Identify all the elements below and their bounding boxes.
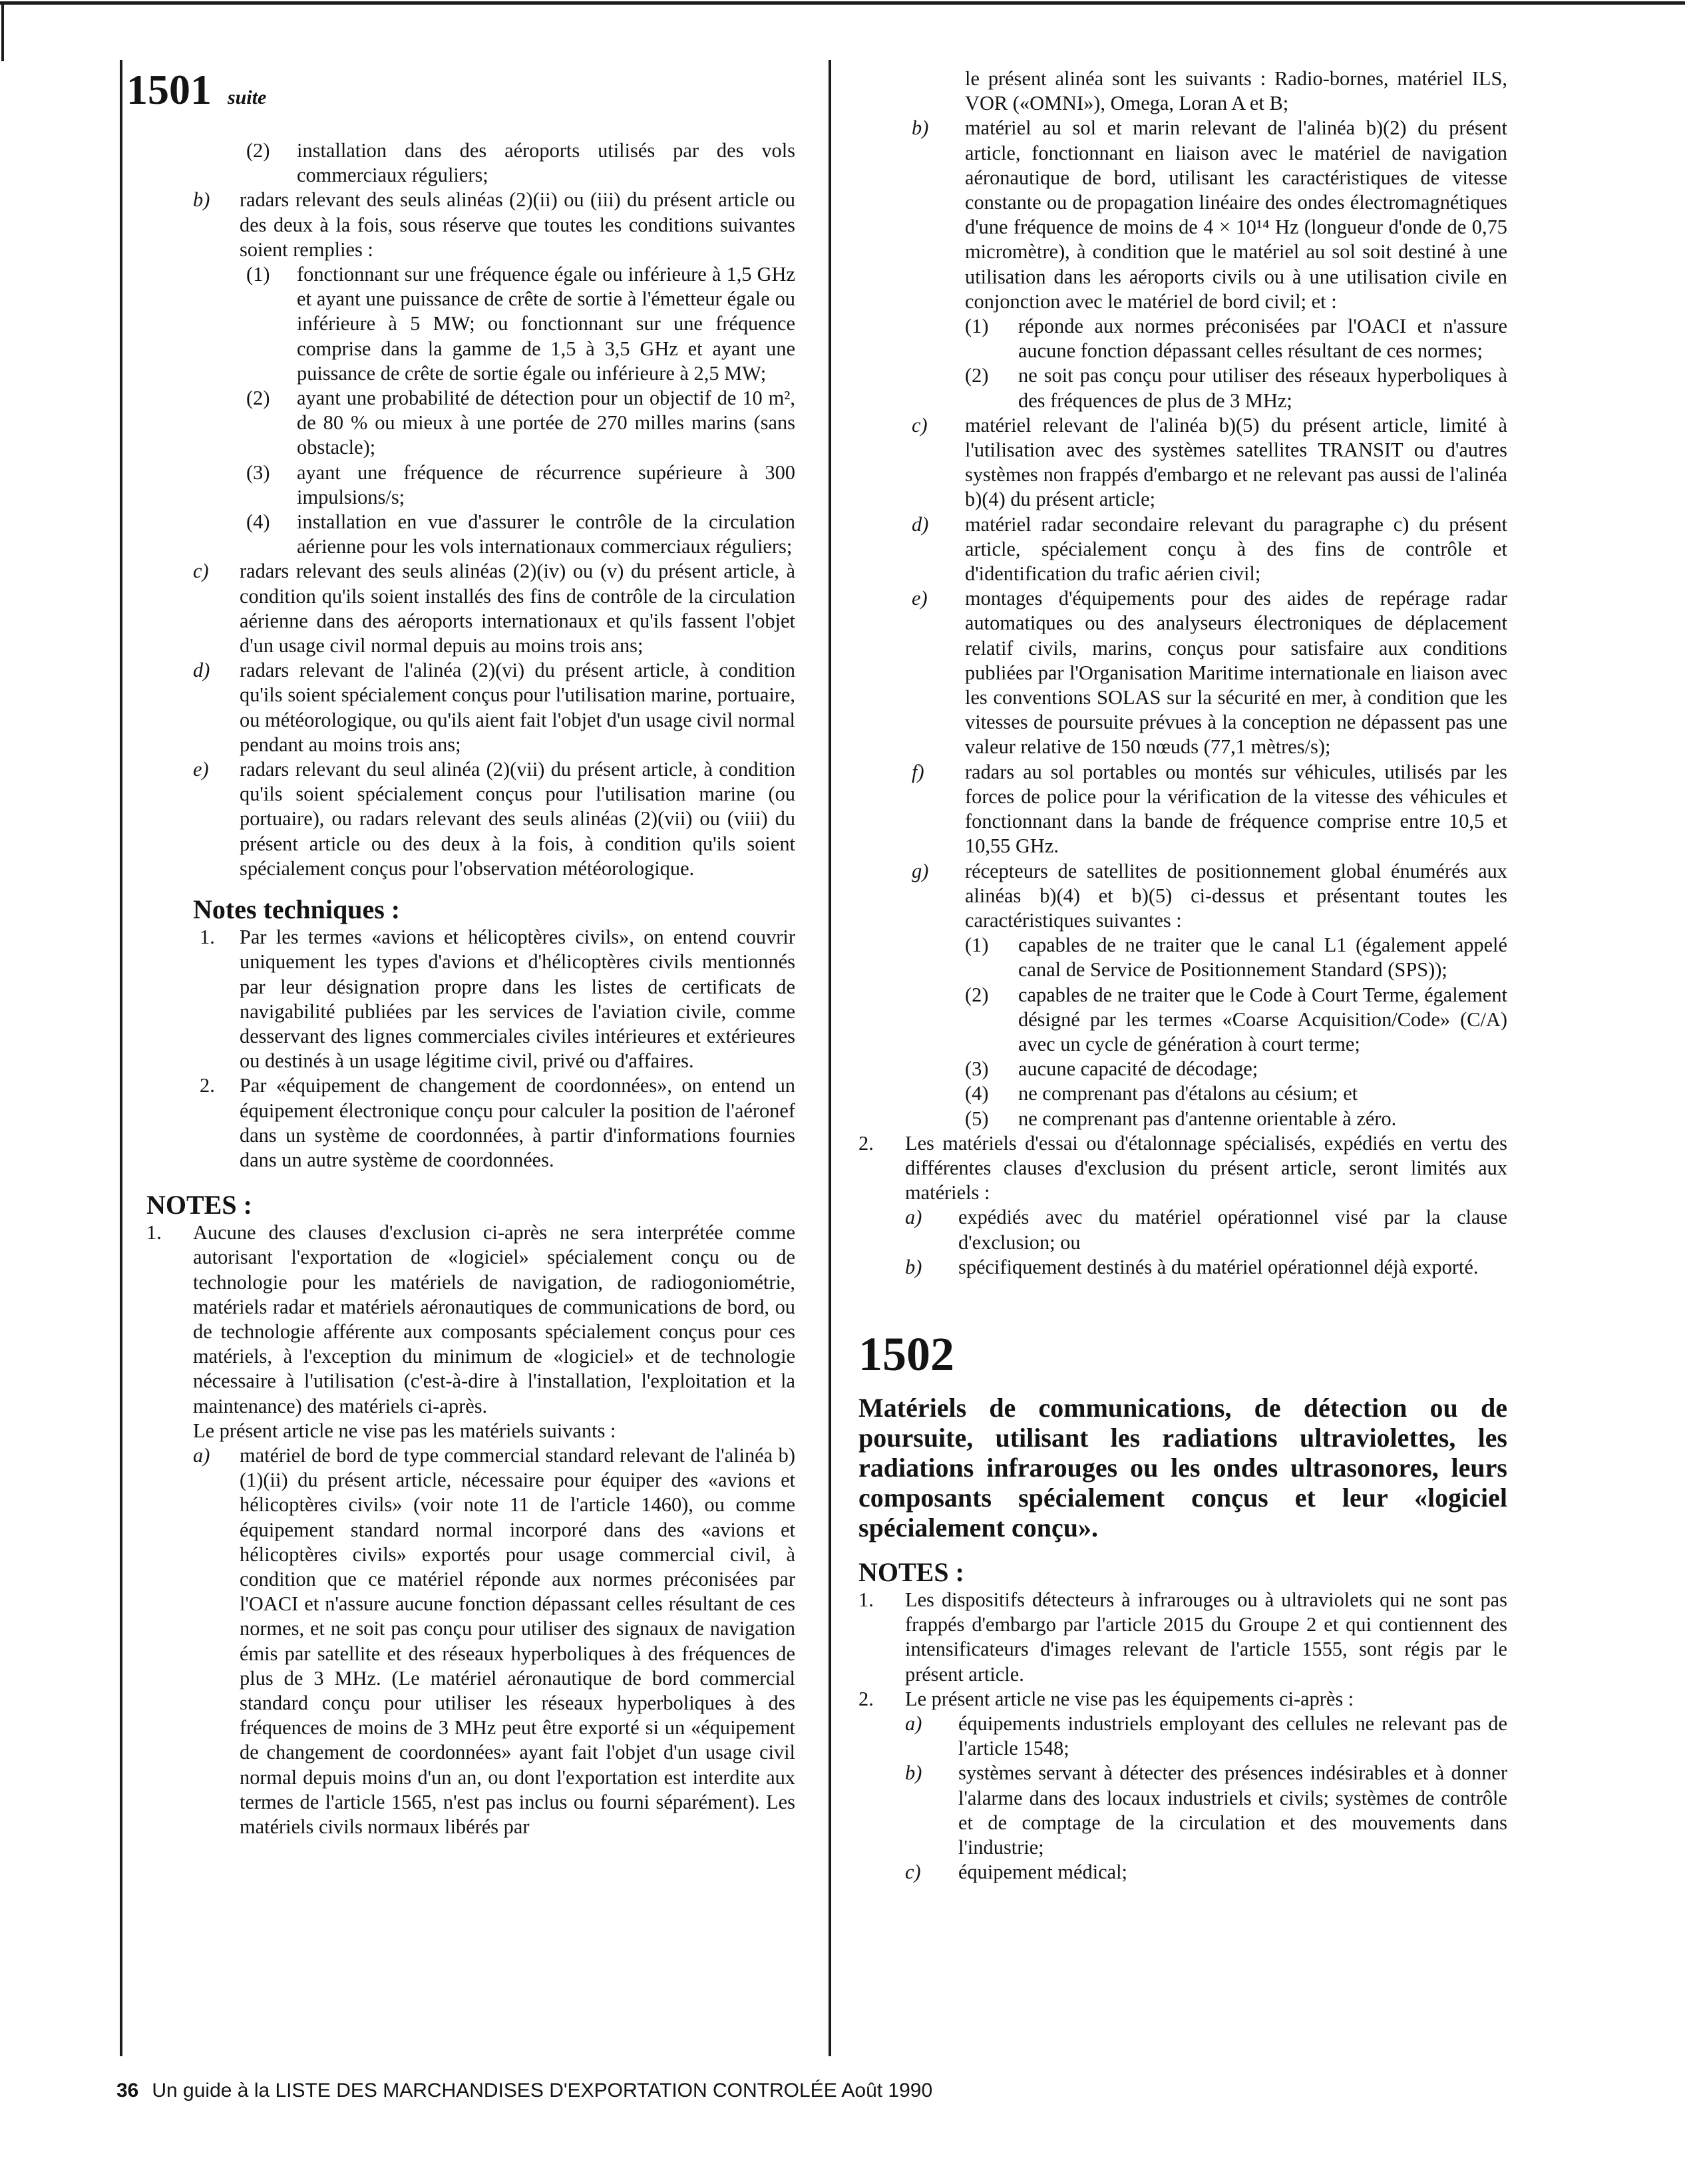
list-item: b) radars relevant des seuls alinéas (2)(ii) ou (iii) du présent article ou des deux à la fois, sous réserve que toutes les conditions suivantes soient remplies : — [193, 188, 795, 261]
list-item: 1. Les dispositifs détecteurs à infrarouges ou à ultraviolets qui ne sont pas frappés d'embargo par l'article 2015 du Groupe 2 et qui contiennent des intensificateurs d'images relevant de l'article 1555, sont régis par le présent article. — [858, 1588, 1507, 1686]
page-footer — [116, 2079, 932, 2103]
left-column — [146, 138, 795, 1839]
list-item: f) radars au sol portables ou montés sur véhicules, utilisés par les forces de police pour la vérification de la vitesse des véhicules et fonctionnant dans la bande de fréquence comprise entre 10,5 et 10,55 GHz. — [912, 760, 1507, 858]
list-item: 2. Par «équipement de changement de coordonnées», on entend un équipement électronique conçu pour calculer la position de l'aéronef dans un système de coordonnées, à partir d'informations fournies dans un autre système de coordonnées. — [200, 1074, 795, 1171]
list-item: a) matériel de bord de type commercial standard relevant de l'alinéa b)(1)(ii) du présent article, nécessaire pour équiper des «avions et hélicoptères civils» (voir note 11 de l'article 1460), ou comme équipement standard normal incorporé dans des «avions et hélicoptères civils» exportés pour usage commercial civil, à condition que ce matériel réponde aux normes préconisées par l'OACI et n'assure aucune fonction dépassant celles résultant de ces normes, et ne soit pas conçu pour utiliser des signaux de navigation émis par satellite et des réseaux hyperboliques à des fréquences de plus de 3 MHz. (Le matériel aéronautique de bord commercial standard conçu pour utiliser les réseaux hyperboliques à des fréquences de moins de 3 MHz peut être exporté si un «équipement de changement de coordonnées» ayant fait l'objet d'un usage civil normal depuis moins d'un an, ou dont l'exportation est interdite aux termes de l'article 1565, n'est pas inclus ou fourni séparément). Les matériels civils normaux libérés par — [193, 1443, 795, 1838]
list-item: (3) aucune capacité de décodage; — [965, 1057, 1258, 1081]
list-item: (2) capables de ne traiter que le Code à Court Terme, également désigné par les termes «Coarse Acquisition/Code» (C/A) avec un cycle de génération à court terme; — [965, 983, 1507, 1055]
page-number: 36 — [116, 2080, 139, 2101]
list-item: a) expédiés avec du matériel opérationnel visé par la clause d'exclusion; ou — [905, 1206, 1507, 1254]
list-item: (1) réponde aux normes préconisées par l'OACI et n'assure aucune fonction dépassant celles résultant de ces normes; — [965, 315, 1507, 363]
list-item: e) radars relevant du seul alinéa (2)(vii) du présent article, à condition qu'ils soient spécialement conçus pour l'utilisation marine (ou portuaire), ou radars relevant des seuls alinéas (2)(vii) ou (viii) du présent article ou des deux à la fois, à condition qu'ils soient spécialement conçus pour l'observation météorologique. — [193, 758, 795, 880]
list-item: (3) ayant une fréquence de récurrence supérieure à 300 impulsions/s; — [246, 460, 795, 508]
list-item: b) systèmes servant à détecter des présences indésirables et à donner l'alarme dans des locaux industriels et civils; systèmes de contrôle et de comptage de la circulation et des mouvements dans l'industrie; — [905, 1761, 1507, 1859]
list-item: (4) ne comprenant pas d'étalons au césium; et — [965, 1082, 1358, 1105]
column-divider-rule — [829, 60, 831, 2056]
list-item: 2. Le présent article ne vise pas les équipements ci-après : — [858, 1687, 1354, 1710]
left-margin-rule — [120, 60, 122, 2056]
section-number-1502: 1502 — [858, 1327, 954, 1381]
list-item: (4) installation en vue d'assurer le contrôle de la circulation aérienne pour les vols internationaux commerciaux réguliers; — [246, 510, 795, 558]
notes-heading: NOTES : — [146, 1190, 252, 1220]
list-item: (1) fonctionnant sur une fréquence égale ou inférieure à 1,5 GHz et ayant une puissance de crête de sortie à l'émetteur égale ou inférieure à 5 MW; ou fonctionnant sur une fréquence comprise dans la gamme de 1,5 à 3,5 GHz et ayant une puissance de crête de sortie égale ou inférieure à 2,5 MW; — [246, 263, 795, 385]
list-item: 1. Aucune des clauses d'exclusion ci-après ne sera interprétée comme autorisant l'exportation de «logiciel» spécialement conçu ou de technologie pour les matériels de navigation, de radiogoniométrie, matériels radar et matériels aéronautiques de communications de bord, ou de technologie afférente aux composants spécialement conçus pour ces matériels, à l'exception du minimum de «logiciel» et de technologie nécessaire à l'utilisation (c'est-à-dire à l'installation, l'exploitation et la maintenance) des matériels ci-après. — [146, 1221, 795, 1417]
section-heading-1501 — [126, 67, 266, 121]
list-item: 2. Les matériels d'essai ou d'étalonnage spécialisés, expédiés en vertu des différentes clauses d'exclusion du présent article, seront limités aux matériels : — [858, 1131, 1507, 1204]
paragraph: le présent alinéa sont les suivants : Radio-bornes, matériel ILS, VOR («OMNI»), Omega, Loran A et B; — [965, 67, 1507, 115]
top-border-rule — [0, 1, 1685, 5]
list-item: b) matériel au sol et marin relevant de l'alinéa b)(2) du présent article, fonctionnant en liaison avec le matériel de navigation aéronautique de bord, utilisant les caractéristiques de vitesse constante ou de propagation linéaire des ondes électromagnétiques d'une fréquence de moins de 4 × 10¹⁴ Hz (longueur d'onde de 0,75 micromètre), à condition que le matériel au sol soit destiné à une utilisation dans les aéroports civils ou à une utilisation civile en conjonction avec le matériel de bord civil; et : — [912, 116, 1507, 313]
paragraph: Le présent article ne vise pas les matériels suivants : — [193, 1419, 616, 1442]
list-item: b) spécifiquement destinés à du matériel opérationnel déjà exporté. — [905, 1255, 1479, 1278]
list-item: (1) capables de ne traiter que le canal L1 (également appelé canal de Service de Positionnement Standard (SPS)); — [965, 934, 1507, 982]
list-item: d) matériel radar secondaire relevant du paragraphe c) du présent article, spécialement conçu à des fins de contrôle et d'identification du trafic aérien civil; — [912, 512, 1507, 586]
list-item: c) radars relevant des seuls alinéas (2)(iv) ou (v) du présent article, à condition qu'ils soient installés des fins de contrôle de la circulation aérienne dans des aéroports internationaux et qu'ils fassent l'objet d'un usage civil normal depuis au moins trois ans; — [193, 560, 795, 657]
list-item: g) récepteurs de satellites de positionnement global énumérés aux alinéas b)(4) et b)(5) ci-dessus et présentant toutes les caractéristiques suivantes : — [912, 859, 1507, 932]
list-item: (5) ne comprenant pas d'antenne orientable à zéro. — [965, 1107, 1397, 1130]
list-item: a) équipements industriels employant des cellules ne relevant pas de l'article 1548; — [905, 1712, 1507, 1760]
corner-rule — [1, 1, 4, 61]
right-column — [858, 67, 1507, 1885]
notes-techniques-heading: Notes techniques : — [193, 894, 401, 925]
list-item: e) montages d'équipements pour des aides de repérage radar automatiques ou des analyseurs électroniques de déplacement relatif civils, marins, conçus pour satisfaire aux conditions publiées par l'Organisation Maritime internationale en liaison avec les conventions SOLAS sur la sécurité en mer, à condition que les vitesses de poursuite prévues à la conception ne dépassent pas une valeur relative de 150 nœuds (77,1 mètres/s); — [912, 587, 1507, 759]
footer-text: Un guide à la LISTE DES MARCHANDISES D'EXPORTATION CONTROLÉE Août 1990 — [152, 2080, 933, 2101]
section-number: 1501 — [126, 66, 212, 113]
list-item: (2) ne soit pas conçu pour utiliser des réseaux hyperboliques à des fréquences de plus de 3 MHz; — [965, 364, 1507, 412]
notes-heading: NOTES : — [858, 1556, 964, 1587]
list-item: (2) installation dans des aéroports utilisés par des vols commerciaux réguliers; — [246, 139, 795, 187]
list-item: (2) ayant une probabilité de détection pour un objectif de 10 m², de 80 % ou mieux à une portée de 270 milles marins (sans obstacle); — [246, 387, 795, 459]
section-continued-label: suite — [228, 87, 267, 108]
list-item: d) radars relevant de l'alinéa (2)(vi) du présent article, à condition qu'ils soient spécialement conçus pour l'utilisation marine, portuaire, ou météorologique, ou qu'ils aient fait l'objet d'un usage civil normal pendant au moins trois ans; — [193, 659, 795, 756]
list-item: c) équipement médical; — [905, 1861, 1128, 1884]
section-title-1502: Matériels de communications, de détection ou de poursuite, utilisant les radiations ultraviolettes, les radiations infrarouges ou les ondes ultrasonores, leurs composants spécialement conçus et leur «logiciel spécialement conçu». — [858, 1392, 1507, 1543]
list-item: 1. Par les termes «avions et hélicoptères civils», on entend couvrir uniquement les types d'avions et d'hélicoptères civils mentionnés par leur désignation propre dans les listes de certificats de navigabilité publiées par les services de l'aviation civile, comme desservant des lignes commerciales civiles intérieures et extérieures ou destinés à un usage légitime civil, privé ou d'affaires. — [200, 926, 795, 1073]
list-item: c) matériel relevant de l'alinéa b)(5) du présent article, limité à l'utilisation avec des systèmes satellites TRANSIT ou d'autres systèmes non frappés d'embargo et ne relevant pas aussi de l'alinéa b)(4) du présent article; — [912, 413, 1507, 511]
